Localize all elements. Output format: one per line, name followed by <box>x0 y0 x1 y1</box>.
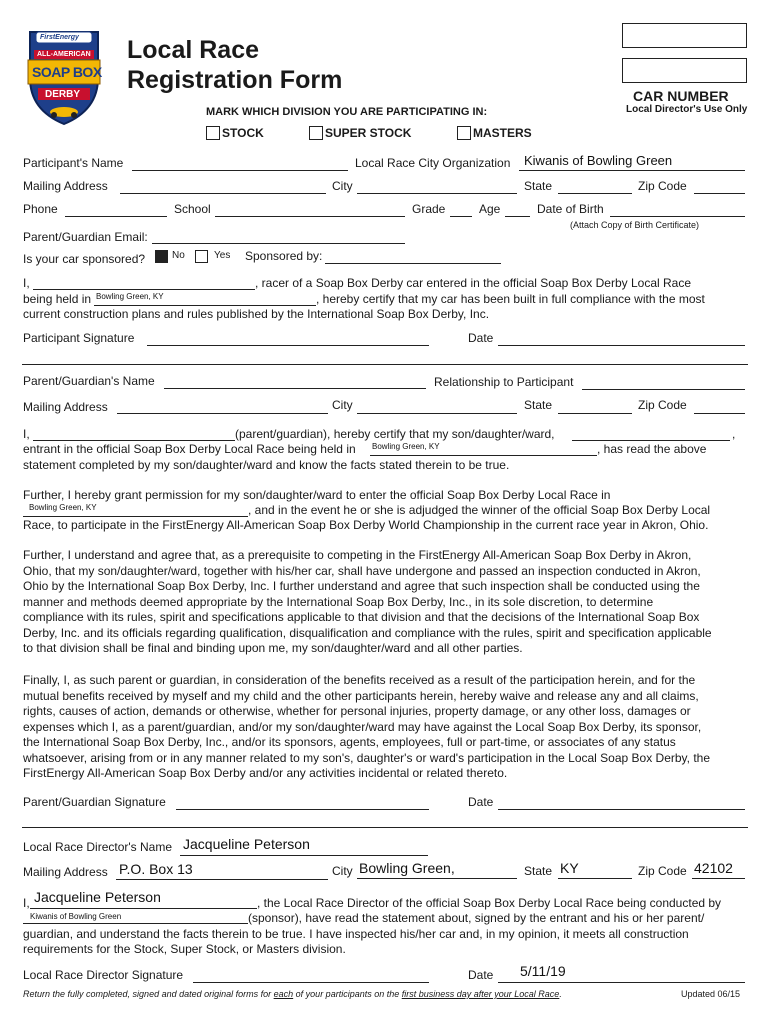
age-field[interactable] <box>505 216 530 217</box>
sponsored-yes-checkbox[interactable] <box>195 250 208 263</box>
agreement-line: to that division shall be final and binding upon me, my son/daughter/ward and all other parties. <box>23 641 523 655</box>
director-mailing-value: P.O. Box 13 <box>119 861 193 877</box>
stock-checkbox[interactable] <box>206 126 220 140</box>
mailing-address-label: Mailing Address <box>23 179 108 193</box>
director-state-field[interactable] <box>558 878 632 879</box>
car-number-box[interactable] <box>622 58 747 83</box>
waiver-paragraph <box>23 673 747 782</box>
participant-signature-label: Participant Signature <box>23 331 135 345</box>
sponsored-question: Is your car sponsored? <box>23 252 146 266</box>
guardian-name-label: Parent/Guardian's Name <box>23 374 155 388</box>
agreement-line: manner and methods deemed appropriate by the International Soap Box Derby, Inc., in its sole discretion, to determine <box>23 594 654 609</box>
permission-location-field[interactable] <box>23 516 248 517</box>
sponsored-yes-label: Yes <box>214 250 231 261</box>
sponsored-by-field[interactable] <box>325 263 501 264</box>
division-prompt: MARK WHICH DIVISION YOU ARE PARTICIPATING IN: <box>206 106 488 118</box>
participant-cert-line1: , racer of a Soap Box Derby car entered in the official Soap Box Derby Local Race <box>255 276 692 290</box>
guardian-cert-line2-suffix: , has read the above <box>597 442 707 456</box>
participant-cert-location-value: Bowling Green, KY <box>96 292 164 301</box>
footer-note <box>23 989 562 999</box>
mailing-address-field[interactable] <box>120 193 326 194</box>
footer-note-deadline: first business day after your Local Race <box>401 989 560 999</box>
grade-field[interactable] <box>450 216 472 217</box>
guardian-cert-line2-prefix: entrant in the official Soap Box Derby Local Race being held in <box>23 442 356 456</box>
org-value: Kiwanis of Bowling Green <box>524 153 673 168</box>
waiver-line: whatsoever, arising from or in any manner related to my son's, daughter's or ward's participation in the Local Soap Box Derby, the <box>23 750 710 765</box>
car-number-note: Local Director's Use Only <box>626 104 748 115</box>
director-cert-sponsor-value: Kiwanis of Bowling Green <box>30 912 122 921</box>
stock-label: STOCK <box>222 126 264 140</box>
guardian-signature-field[interactable] <box>176 809 429 810</box>
zip-label: Zip Code <box>638 179 687 193</box>
guardian-zip-label: Zip Code <box>638 398 687 412</box>
dob-label: Date of Birth <box>537 202 604 216</box>
super-stock-label: SUPER STOCK <box>325 126 412 140</box>
section-divider-1 <box>22 364 748 365</box>
director-mailing-field[interactable] <box>116 879 328 880</box>
agreement-paragraph <box>23 548 747 657</box>
logo-brand-text: FirstEnergy <box>40 34 79 41</box>
relationship-label: Relationship to Participant <box>434 375 574 389</box>
director-mailing-label: Mailing Address <box>23 865 108 879</box>
dob-note: (Attach Copy of Birth Certificate) <box>570 220 700 230</box>
guardian-email-label: Parent/Guardian Email: <box>23 230 148 244</box>
director-state-label: State <box>524 864 553 878</box>
guardian-cert-location-value: Bowling Green, KY <box>372 442 440 451</box>
city-label: City <box>332 179 353 193</box>
participant-name-field[interactable] <box>132 170 348 171</box>
director-zip-value: 42102 <box>694 860 733 876</box>
director-cert-line1: , the Local Race Director of the official Soap Box Derby Local Race being conducted by <box>257 896 722 910</box>
participant-cert-line2-prefix: being held in <box>23 292 92 306</box>
guardian-email-field[interactable] <box>152 243 405 244</box>
waiver-line: rights, causes of action, demands or otherwise, whether for personal injuries, property damage, or any other loss, damages or <box>23 704 691 718</box>
guardian-city-label: City <box>332 398 353 412</box>
director-zip-label: Zip Code <box>638 864 687 878</box>
waiver-line: FirstEnergy All-American Soap Box Derby and/or any activities incidental or related thereto. <box>23 766 508 780</box>
sponsored-no-checkbox[interactable] <box>155 250 168 263</box>
logo-line3-text: DERBY <box>45 89 81 100</box>
org-field[interactable] <box>519 170 745 171</box>
age-label: Age <box>479 202 501 216</box>
director-date-field[interactable] <box>498 982 745 983</box>
guardian-cert-line3: statement completed by my son/daughter/ward and know the facts stated therein to be true. <box>23 458 510 472</box>
derby-logo <box>24 26 104 126</box>
director-cert-prefix: I, <box>23 896 30 910</box>
director-name-field[interactable] <box>180 855 428 856</box>
sponsored-by-label: Sponsored by: <box>245 249 323 263</box>
footer-updated: Updated 06/15 <box>681 989 741 999</box>
guardian-signature-label: Parent/Guardian Signature <box>23 795 166 809</box>
footer-note-each: each <box>273 989 294 999</box>
guardian-state-label: State <box>524 398 553 412</box>
director-city-label: City <box>332 864 353 878</box>
guardian-cert-line1-end: , <box>732 427 736 441</box>
permission-location-value: Bowling Green, KY <box>29 503 97 512</box>
phone-field[interactable] <box>65 216 167 217</box>
school-field[interactable] <box>215 216 405 217</box>
director-name-value: Jacqueline Peterson <box>183 836 310 852</box>
zip-field[interactable] <box>694 193 745 194</box>
sponsored-no-label: No <box>172 250 185 261</box>
car-number-label: CAR NUMBER <box>633 88 729 104</box>
waiver-line: mutual benefits received by myself and my child and the other participants herein, hereby waive and release any and all claims, <box>23 688 699 703</box>
director-cert-line3: guardian, and understand the facts therein to be true. I have inspected his/her car and, in my opinion, it meets all construction <box>23 927 689 941</box>
school-label: School <box>174 202 211 216</box>
participant-cert-line3: current construction plans and rules published by the International Soap Box Derby, Inc. <box>23 307 490 321</box>
participant-name-label: Participant's Name <box>23 156 124 170</box>
waiver-line: expenses which I, as a parent/guardian, and/or my son/daughter/ward may have against the Local Soap Box Derby, its sponsor, <box>23 719 702 734</box>
super-stock-checkbox[interactable] <box>309 126 323 140</box>
state-label: State <box>524 179 553 193</box>
agreement-line: compliance with its rules, spirit and specifications applicable to that division and that the decisions of the International Soap Box <box>23 610 700 624</box>
participant-cert-line2-suffix: , hereby certify that my car has been built in full compliance with the most <box>316 292 705 306</box>
director-cert-name-field[interactable] <box>30 908 257 909</box>
guardian-cert-prefix: I, <box>23 427 30 441</box>
guardian-cert-name-field[interactable] <box>33 440 235 441</box>
agreement-line: Further, I understand and agree that, as a prerequisite to competing in the FirstEnergy All-American Soap Box Derby in Akron, <box>23 548 692 562</box>
guardian-cert-ward-field[interactable] <box>572 440 730 441</box>
car-number-box-top[interactable] <box>622 23 747 48</box>
participant-date-label: Date <box>468 331 494 345</box>
director-name-label: Local Race Director's Name <box>23 840 173 854</box>
city-field[interactable] <box>357 193 517 194</box>
guardian-mailing-label: Mailing Address <box>23 400 108 414</box>
state-field[interactable] <box>558 193 632 194</box>
director-zip-field[interactable] <box>692 878 745 879</box>
participant-date-field[interactable] <box>498 345 745 346</box>
director-signature-field[interactable] <box>193 982 429 983</box>
logo-line1-text: ALL-AMERICAN <box>37 51 91 58</box>
participant-cert-location-field[interactable] <box>94 305 316 306</box>
footer-note-end: . <box>559 989 562 999</box>
permission-line1: Further, I hereby grant permission for my son/daughter/ward to enter the official Soap Box Derby Local Race in <box>23 488 611 502</box>
director-cert-name-value: Jacqueline Peterson <box>34 889 161 905</box>
director-cert-line4: requirements for the Stock, Super Stock, or Masters division. <box>23 942 346 956</box>
phone-label: Phone <box>23 202 58 216</box>
footer-note-part1: Return the fully completed, signed and dated original forms for <box>23 989 274 999</box>
form-title-line2: Registration Form <box>127 66 343 94</box>
guardian-state-field[interactable] <box>558 413 632 414</box>
agreement-line: Ohio by the International Soap Box Derby, Inc. I further understand and agree that such inspection shall be conducted using the <box>23 579 700 593</box>
masters-checkbox[interactable] <box>457 126 471 140</box>
guardian-city-field[interactable] <box>357 413 517 414</box>
guardian-date-field[interactable] <box>498 809 745 810</box>
director-cert-sponsor-field[interactable] <box>23 923 248 924</box>
waiver-line: the International Soap Box Derby, Inc., and/or its sponsors, agents, employees, full or part-time, or associates of any status <box>23 735 676 749</box>
guardian-name-field[interactable] <box>164 388 426 389</box>
footer-note-part2: of your participants on the <box>293 989 402 999</box>
permission-line2: , and in the event he or she is adjudged the winner of the official Soap Box Derby Local <box>248 503 711 517</box>
grade-label: Grade <box>412 202 446 216</box>
permission-line3: Race, to participate in the FirstEnergy All-American Soap Box Derby World Championship in the current race year in Akron, Ohio. <box>23 518 709 532</box>
relationship-field[interactable] <box>582 389 745 390</box>
participant-cert-prefix: I, <box>23 276 30 290</box>
participant-cert-name-field[interactable] <box>33 289 255 290</box>
director-cert-line2: (sponsor), have read the statement about, signed by the entrant and his or her parent/ <box>248 911 705 925</box>
form-title-line1: Local Race <box>127 36 260 64</box>
director-city-value: Bowling Green, <box>359 860 455 876</box>
guardian-mailing-field[interactable] <box>117 413 328 414</box>
guardian-cert-location-field[interactable] <box>370 455 597 456</box>
section-divider-2 <box>22 827 748 828</box>
director-date-value: 5/11/19 <box>520 963 566 979</box>
director-signature-label: Local Race Director Signature <box>23 968 184 982</box>
guardian-zip-field[interactable] <box>694 413 745 414</box>
director-date-label: Date <box>468 968 494 982</box>
agreement-line: Derby, Inc. and its officials regarding qualification, disqualification and compliance with the rules, spirit and specification applicable <box>23 625 712 640</box>
guardian-date-label: Date <box>468 795 494 809</box>
participant-signature-field[interactable] <box>147 345 429 346</box>
director-city-field[interactable] <box>357 878 517 879</box>
org-label: Local Race City Organization <box>355 156 511 170</box>
dob-field[interactable] <box>610 216 745 217</box>
masters-label: MASTERS <box>473 126 532 140</box>
waiver-line: Finally, I, as such parent or guardian, in consideration of the benefits received as a result of the participation herein, and for the <box>23 673 696 687</box>
logo-line2-text: SOAP BOX <box>32 64 102 80</box>
agreement-line: Ohio, that my son/daughter/ward, together with his/her car, shall have undergone and passed an inspection conducted in Akron, <box>23 563 701 578</box>
guardian-cert-line1: (parent/guardian), hereby certify that my son/daughter/ward, <box>235 427 555 441</box>
director-state-value: KY <box>560 860 579 876</box>
